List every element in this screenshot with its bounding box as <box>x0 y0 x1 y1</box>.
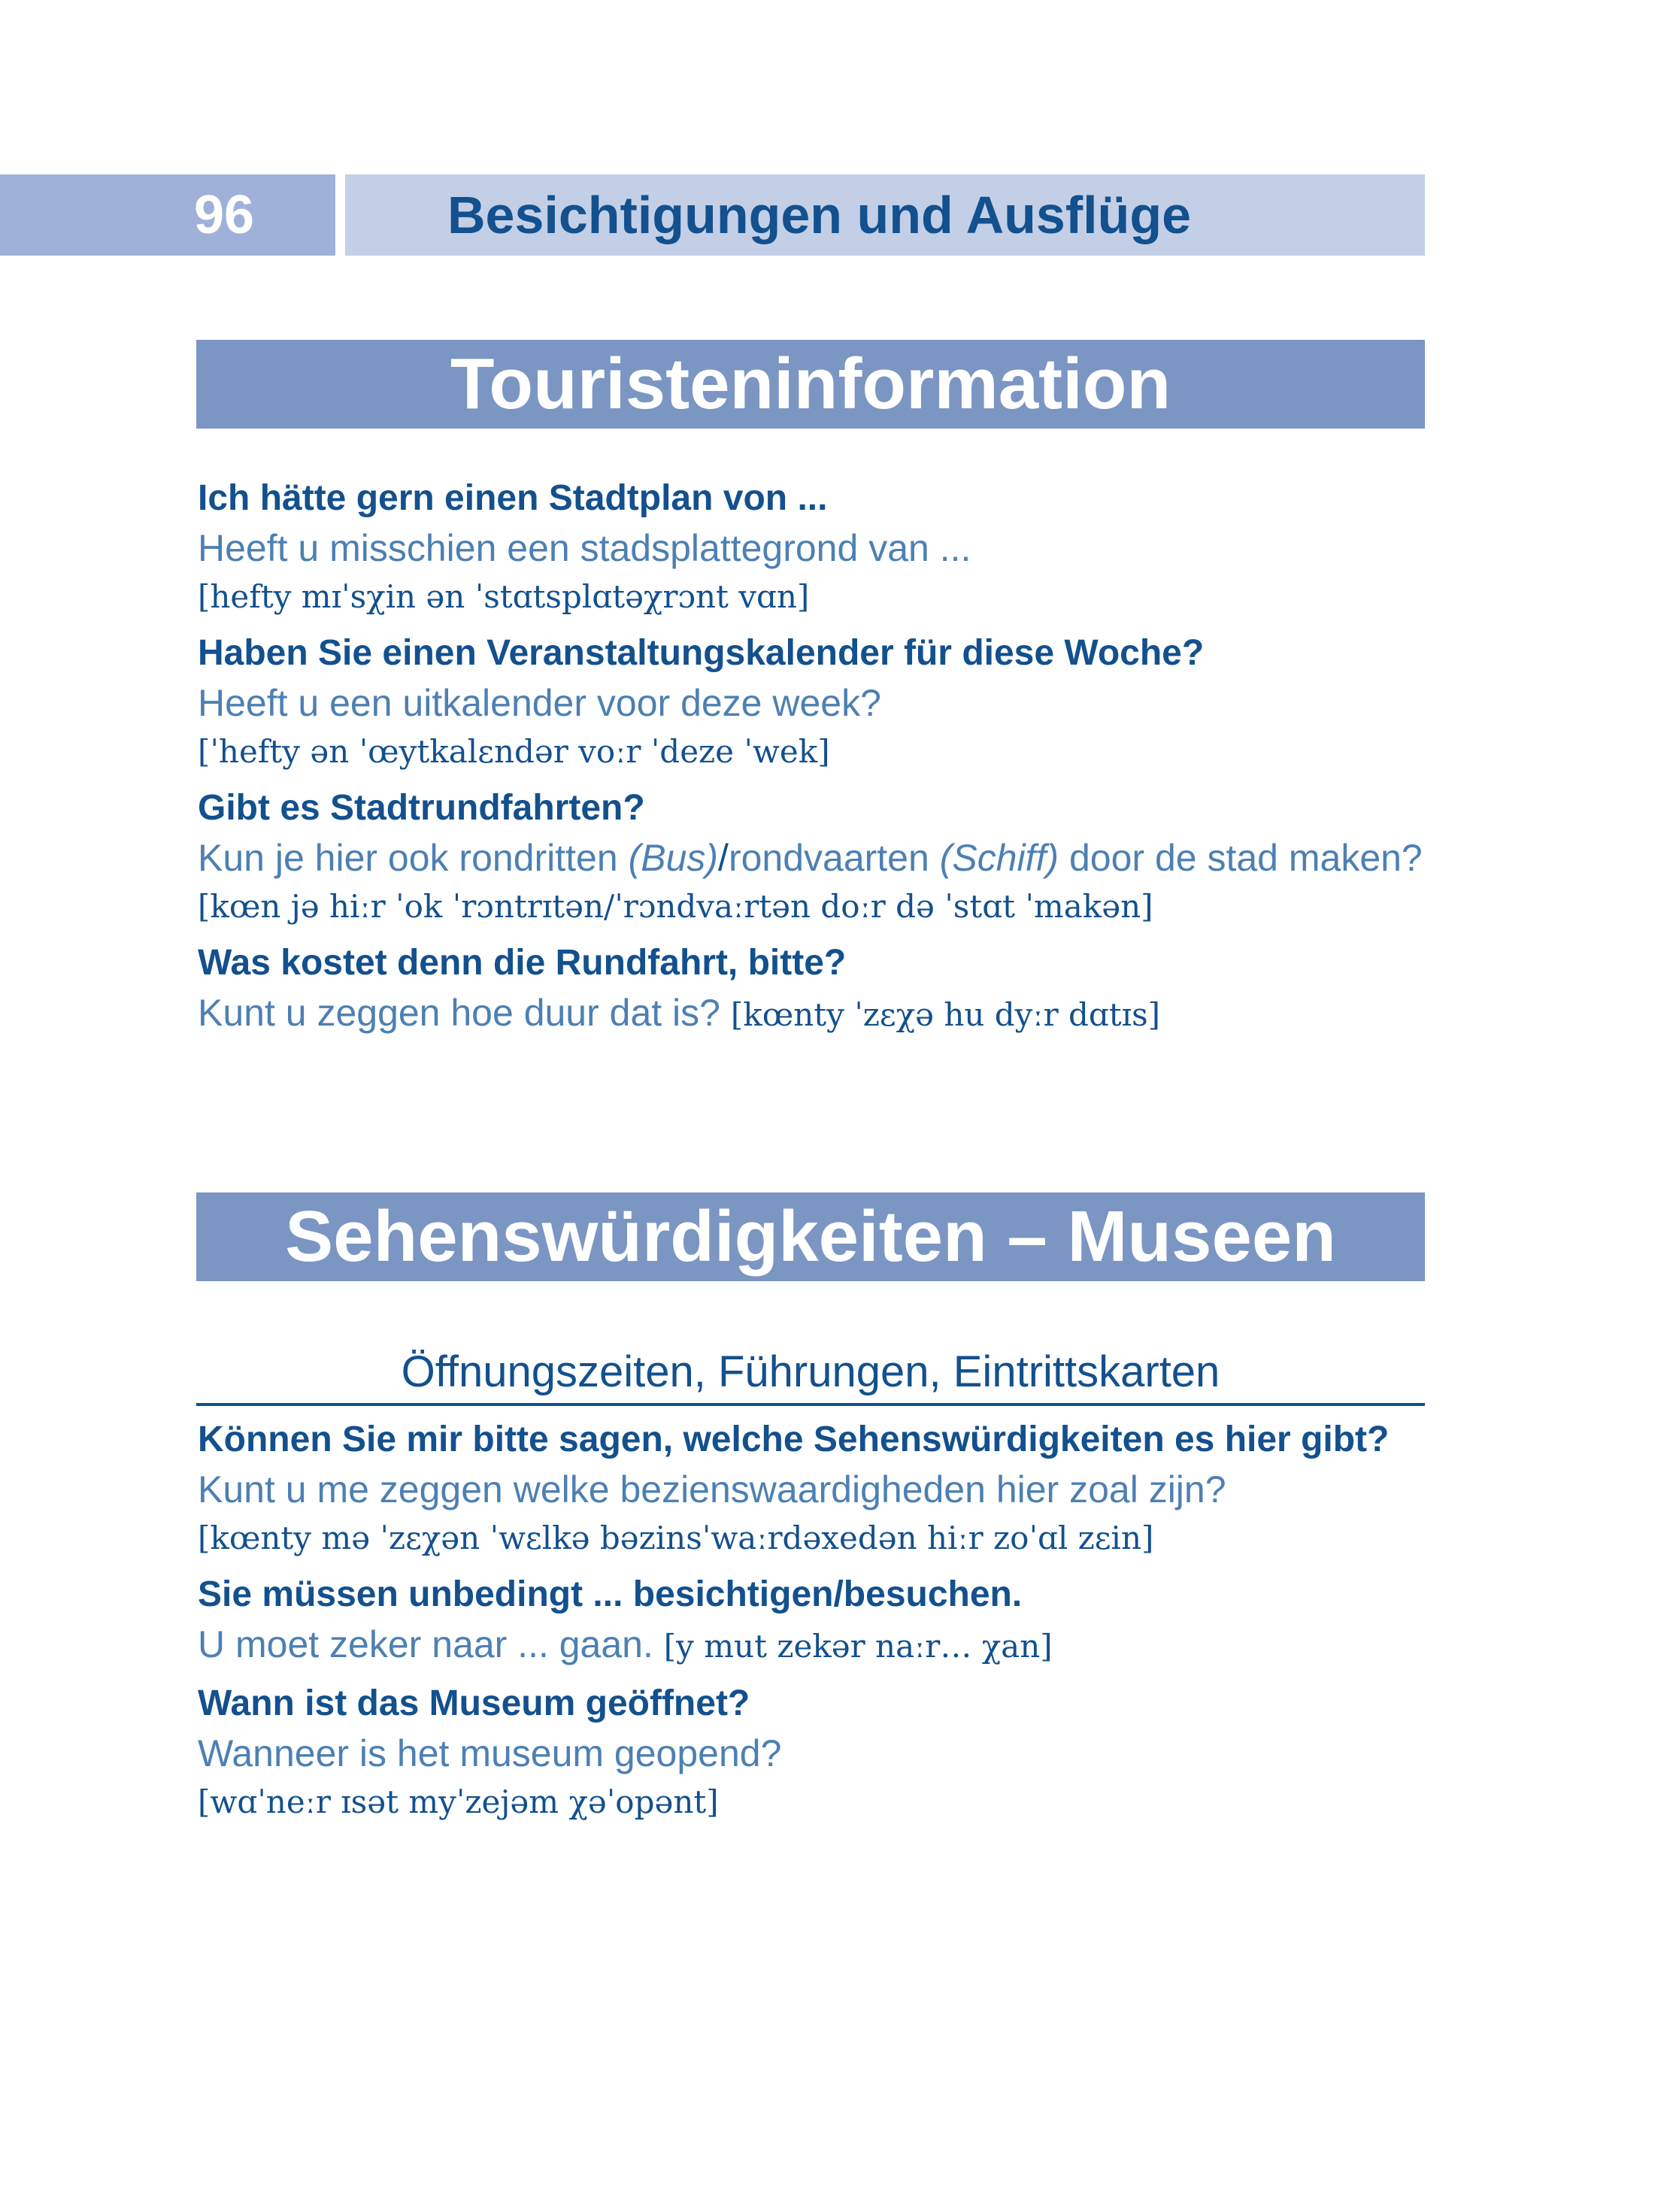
chapter-header <box>345 174 1425 256</box>
phrase-entry <box>198 938 1431 1040</box>
german-phrase: Was kostet denn die Rundfahrt, bitte? <box>198 943 847 983</box>
phrase-entry <box>198 629 1431 776</box>
dutch-phrase <box>198 988 1431 1040</box>
subsection-heading: Öffnungszeiten, Führungen, Eintrittskarten <box>401 1347 1220 1396</box>
usage-note: (Bus) <box>628 837 719 879</box>
phrase-list-touristeninformation <box>198 474 1431 1040</box>
pronunciation: [kœn jə hiːr ˈok ˈrɔntrɪtən/ˈrɔndvaːrtən doːr də ˈstɑt ˈmakən] <box>198 888 1153 925</box>
page-number: 96 <box>194 185 255 245</box>
dutch-phrase-part: rondvaarten <box>728 837 929 879</box>
pronunciation: [wɑˈneːr ɪsət myˈzejəm χəˈopənt] <box>198 1783 719 1820</box>
german-phrase: Ich hätte gern einen Stadtplan von ... <box>198 478 828 518</box>
dutch-phrase: Heeft u misschien een stadsplattegrond van ... <box>198 527 971 569</box>
dutch-phrase: Kunt u me zeggen welke bezienswaardigheden hier zoal zijn? <box>198 1468 1226 1511</box>
section-title-sehenswuerdigkeiten: Sehenswürdigkeiten – Museen <box>196 1192 1425 1281</box>
separator: / <box>718 837 729 879</box>
page-number-block <box>0 174 335 256</box>
dutch-phrase <box>198 1620 1431 1671</box>
dutch-phrase: Heeft u een uitkalender voor deze week? <box>198 682 881 724</box>
german-phrase: Wann ist das Museum geöffnet? <box>198 1683 750 1723</box>
german-phrase: Können Sie mir bitte sagen, welche Sehenswürdigkeiten es hier gibt? <box>198 1420 1390 1459</box>
german-phrase: Gibt es Stadtrundfahrten? <box>198 788 645 828</box>
german-phrase: Sie müssen unbedingt ... besichtigen/besuchen. <box>198 1574 1023 1614</box>
dutch-phrase: Wanneer is het museum geopend? <box>198 1732 782 1774</box>
dutch-phrase-text: U moet zeker naar ... gaan. <box>198 1623 653 1665</box>
dutch-phrase <box>198 833 1431 883</box>
dutch-phrase-text: Kunt u zeggen hoe duur dat is? <box>198 992 720 1034</box>
section-title-touristeninformation: Touristeninformation <box>196 340 1425 429</box>
pronunciation: [y mut zekər naːr… χan] <box>663 1628 1053 1665</box>
dutch-phrase-part: door de stad maken? <box>1068 837 1423 879</box>
dutch-phrase-part: Kun je hier ook rondritten <box>198 837 618 879</box>
phrase-entry <box>198 474 1431 621</box>
phrase-entry <box>198 783 1431 931</box>
german-phrase: Haben Sie einen Veranstaltungskalender für diese Woche? <box>198 633 1205 673</box>
phrase-entry <box>198 1679 1431 1826</box>
subsection-divider <box>196 1403 1425 1406</box>
usage-note: (Schiff) <box>939 837 1059 879</box>
pronunciation: [ˈhefty ən ˈœytkalɛndər voːr ˈdeze ˈwek] <box>198 733 830 770</box>
phrase-entry <box>198 1570 1431 1671</box>
chapter-title: Besichtigungen und Ausflüge <box>447 186 1192 244</box>
pronunciation: [kœnty mə ˈzɛχən ˈwɛlkə bəzinsˈwaːrdəxedən hiːr zoˈɑl zɛin] <box>198 1520 1154 1556</box>
phrase-list-sehenswuerdigkeiten <box>198 1415 1431 1826</box>
pronunciation: [kœnty ˈzɛχə hu dyːr dɑtɪs] <box>730 996 1161 1033</box>
phrase-entry <box>198 1415 1431 1562</box>
pronunciation: [hefty mɪˈsχin ən ˈstɑtsplɑtəχrɔnt vɑn] <box>198 578 810 615</box>
